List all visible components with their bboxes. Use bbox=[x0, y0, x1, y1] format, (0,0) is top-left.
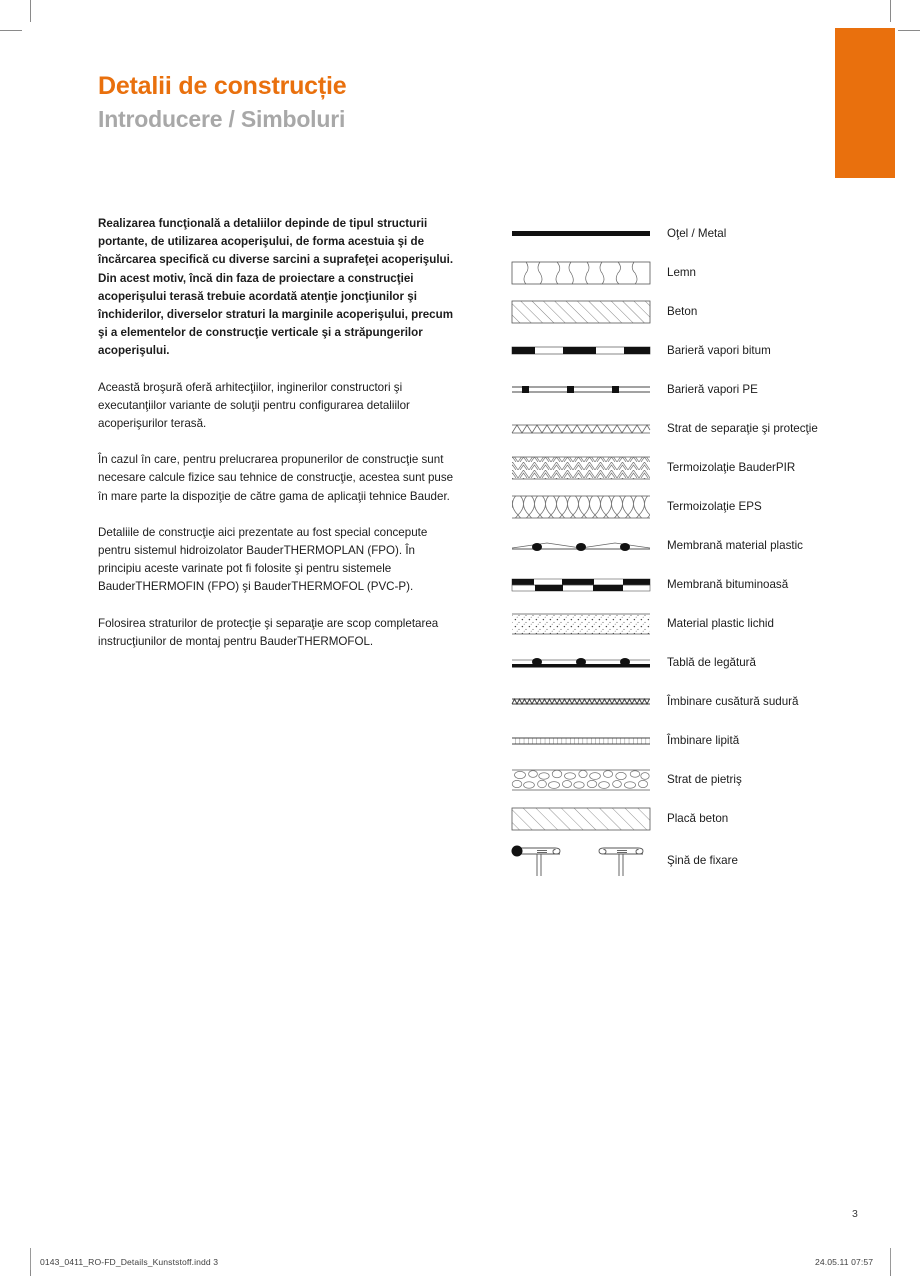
legend-row bbox=[507, 526, 887, 565]
intro-paragraph-5: Folosirea straturilor de protecţie şi separaţie are scop completarea instrucţiunilor de montaj pentru BauderTHERMOFOL. bbox=[98, 616, 439, 648]
intro-paragraph-2: Această broşură oferă arhitecţiilor, inginerilor constructori şi executanţiilor variante de soluţii pentru configurarea detaliilor acoperişurilor terasă. bbox=[98, 380, 410, 431]
concrete-hatch-symbol bbox=[507, 299, 655, 325]
fixing-rail-symbol bbox=[507, 840, 655, 880]
intro-paragraph-3: În cazul în care, pentru prelucrarea propunerilor de construcţie sunt necesare calcule fizice sau tehnice de construcţie, acestea sunt puse în mare parte la dispoziţie de către gama de aplicaţii tehnice Bauder. bbox=[98, 453, 454, 503]
page-number: 3 bbox=[852, 1208, 858, 1220]
legend-label: Tablă de legătură bbox=[667, 656, 756, 669]
legend-label: Strat de pietriş bbox=[667, 773, 742, 786]
legend-row bbox=[507, 292, 887, 331]
glued-joint-symbol bbox=[507, 735, 655, 747]
legend-label: Membrană material plastic bbox=[667, 539, 803, 552]
legend-row bbox=[507, 331, 887, 370]
bitumen-vapour-barrier-symbol bbox=[507, 344, 655, 358]
legend-row bbox=[507, 643, 887, 682]
welded-seam-symbol bbox=[507, 696, 655, 708]
legend-row bbox=[507, 370, 887, 409]
connecting-sheet-symbol bbox=[507, 655, 655, 671]
chapter-tab bbox=[835, 28, 895, 178]
legend-row bbox=[507, 409, 887, 448]
legend-row bbox=[507, 838, 887, 882]
footer-rule-left bbox=[30, 1248, 31, 1270]
legend-label: Termoizolaţie EPS bbox=[667, 500, 762, 513]
page-header bbox=[98, 72, 346, 132]
legend-row bbox=[507, 604, 887, 643]
legend-row bbox=[507, 721, 887, 760]
legend-label: Barieră vapori bitum bbox=[667, 344, 771, 357]
page-title: Detalii de construcție bbox=[98, 72, 347, 100]
separation-layer-symbol bbox=[507, 422, 655, 436]
intro-paragraph-1: Realizarea funcţională a detaliilor depinde de tipul structurii portante, de utilizarea acoperişului, de forma acestuia şi de încărcarea specifică cu diverse sarcini a suprafeţei acoperişului. Din acest motiv, încă din faza de proiectare a construcţiei acoperişului terasă trebuie acordată atenţie joncţiunilor şi închiderilor, diverselor straturi la marginile acoperişului, precum şi a elementelor de construcţie verticale şi a străpungerilor acoperişului. bbox=[98, 217, 454, 358]
crop-mark-top-left-horizontal bbox=[0, 30, 22, 31]
legend-row bbox=[507, 565, 887, 604]
page-subtitle: Introducere / Simboluri bbox=[98, 105, 346, 132]
bituminous-membrane-symbol bbox=[507, 576, 655, 594]
legend-label: Îmbinare lipită bbox=[667, 734, 740, 747]
crop-mark-top-right-horizontal bbox=[898, 30, 920, 31]
legend-row bbox=[507, 253, 887, 292]
intro-paragraph-4: Detaliile de construcţie aici prezentate au fost special concepute pentru sistemul hidroizolator BauderTHERMOPLAN (FPO). În principiu aceste varinate pot fi folosite şi pentru sistemele BauderTHERMOFIN (FPO) şi BauderTHERMOFOL (PVC-P). bbox=[98, 525, 428, 594]
pe-vapour-barrier-symbol bbox=[507, 383, 655, 397]
legend-row bbox=[507, 799, 887, 838]
steel-bar-symbol bbox=[507, 227, 655, 241]
legend-label: Îmbinare cusătură sudură bbox=[667, 695, 799, 708]
intro-text-column bbox=[98, 215, 458, 651]
crop-mark-top-left-vertical bbox=[30, 0, 31, 22]
crop-mark-top-right-vertical bbox=[890, 0, 891, 22]
legend-label: Oţel / Metal bbox=[667, 227, 727, 240]
legend-label: Strat de separaţie şi protecţie bbox=[667, 422, 818, 435]
legend-row bbox=[507, 214, 887, 253]
legend-label: Placă beton bbox=[667, 812, 729, 825]
legend-row bbox=[507, 760, 887, 799]
concrete-slab-symbol bbox=[507, 805, 655, 833]
legend-row bbox=[507, 487, 887, 526]
legend-row bbox=[507, 682, 887, 721]
legend-label: Lemn bbox=[667, 266, 697, 279]
legend-label: Şină de fixare bbox=[667, 853, 738, 867]
legend-label: Termoizolaţie BauderPIR bbox=[667, 461, 796, 474]
footer-rule-right bbox=[890, 1248, 891, 1270]
eps-insulation-symbol bbox=[507, 493, 655, 521]
footer-file-name: 0143_0411_RO-FD_Details_Kunststoff.indd 3 bbox=[40, 1257, 219, 1267]
liquid-plastic-symbol bbox=[507, 611, 655, 637]
wood-grain-symbol bbox=[507, 260, 655, 286]
gravel-layer-symbol bbox=[507, 767, 655, 793]
legend-label: Beton bbox=[667, 305, 698, 318]
footer-timestamp: 24.05.11 07:57 bbox=[815, 1257, 874, 1267]
legend-label: Membrană bituminoasă bbox=[667, 578, 789, 591]
plastic-membrane-symbol bbox=[507, 538, 655, 554]
legend-row bbox=[507, 448, 887, 487]
legend-label: Material plastic lichid bbox=[667, 617, 774, 630]
legend-label: Barieră vapori PE bbox=[667, 383, 758, 396]
pir-insulation-symbol bbox=[507, 454, 655, 482]
symbol-legend bbox=[507, 214, 887, 882]
